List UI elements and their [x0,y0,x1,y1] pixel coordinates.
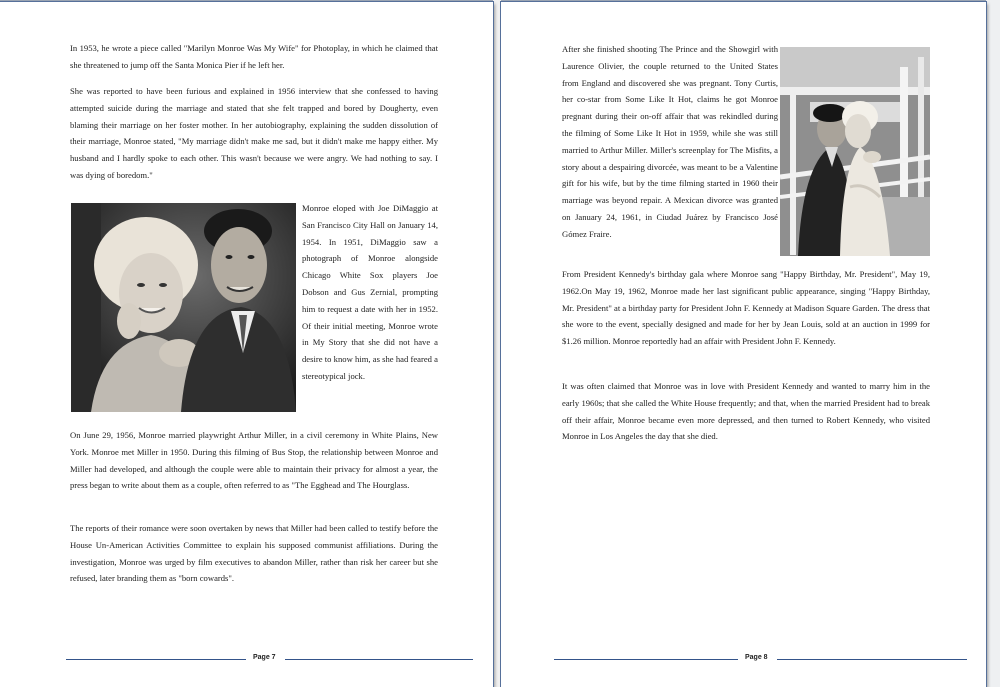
footer-rule-right [285,659,473,660]
footer-rule-left [66,659,246,660]
paragraph-dimaggio: Monroe eloped with Joe DiMaggio at San Francisco City Hall on January 14, 1954. In 1951, DiMaggio saw a photograph of Monroe alongside Chicago White Sox players Joe Dobson and Gus Zernial, prompting him to request a date with her in 1952. Of their initial meeting, Monroe wrote in My Story that she did not have a desire to know him, as she had feared a stereotypical jock. [302,203,438,381]
paragraph-photoplay: In 1953, he wrote a piece called "Marilyn Monroe Was My Wife" for Photoplay, in which he claimed that she threatened to jump off the Santa Monica Pier if he left her. [70,43,438,70]
monroe-curtis-image [780,47,930,256]
paragraph-prince-showgirl: After she finished shooting The Prince and the Showgirl with Laurence Olivier, the couple returned to the United States from England and discovered she was pregnant. Tony Curtis, her co-star from Some Like It Hot, claims he got Monroe pregnant during their on-off affair that was rekindled during the filming of Some Like It Hot in 1959, while she was still married to Arthur Miller. Miller's screenplay for The Misfits, a story about a despairing divorcée, was meant to be a Valentine gift for his wife, but by the time filming started in 1960 their marriage was beyond repair. A Mexican divorce was granted on January 24, 1961, in Ciudad Juárez by Francisco José Gómez Fraire. [562,44,778,239]
page-number: Page 8 [745,654,768,661]
paragraph-huac: The reports of their romance were soon overtaken by news that Miller had been called to testify before the House Un-American Activities Committee to explain his supposed communist affiliations. During the investigation, Monroe was urged by film executives to abandon Miller, rather than risk her career but she refused, later branding them as "born cowards". [70,523,438,584]
photo-monroe-curtis-porch [780,47,930,256]
paragraph-arthur-miller: On June 29, 1956, Monroe married playwright Arthur Miller, in a civil ceremony in White Plains, New York. Monroe met Miller in 1950. During this filming of Bus Stop, the relationship between Monroe and Miller had developed, and although the couple were able to maintain their privacy for almost a year, the press began to write about them as a couple, often referred to as "The Egghead and The Hourglass. [70,430,438,491]
footer-rule-right [777,659,967,660]
footer-rule-left [554,659,738,660]
document-page-7[interactable] [0,2,493,687]
photo-monroe-dimaggio [71,203,296,412]
paragraph-kennedy: It was often claimed that Monroe was in love with President Kennedy and wanted to marry him in the early 1960s; that she called the White House frequently; and that, when the married President had to break off their affair, Monroe became even more depressed, and then turned to Robert Kennedy, who visited Monroe in Los Angeles the day that she died. [562,381,930,442]
document-page-8[interactable] [501,2,986,687]
paragraph-dougherty: She was reported to have been furious and explained in 1956 interview that she confessed to having attempted suicide during the marriage and stated that she felt trapped and bored by Dougherty, even blaming their marriage on her foster mother. In her autobiography, explaining the sudden dissolution of their marriage, Monroe stated, "My marriage didn't make me sad, but it didn't make me happy either. My husband and I hardly spoke to each other. This wasn't because we were angry. We had nothing to say. I was dying of boredom." [70,86,438,180]
page-number: Page 7 [253,654,276,661]
monroe-dimaggio-image [71,203,296,412]
page-gutter [493,0,501,687]
paragraph-happy-birthday: From President Kennedy's birthday gala where Monroe sang "Happy Birthday, Mr. President", May 19, 1962.On May 19, 1962, Monroe made her last significant public appearance, singing "Happy Birthday, Mr. President" at a birthday party for President John F. Kennedy at Madison Square Garden. The dress that she wore to the event, specially designed and made for her by Jean Louis, sold at an auction in 1999 for $1.26 million. Monroe reportedly had an affair with President John F. Kennedy. [562,269,930,347]
workspace-margin [986,0,1000,687]
